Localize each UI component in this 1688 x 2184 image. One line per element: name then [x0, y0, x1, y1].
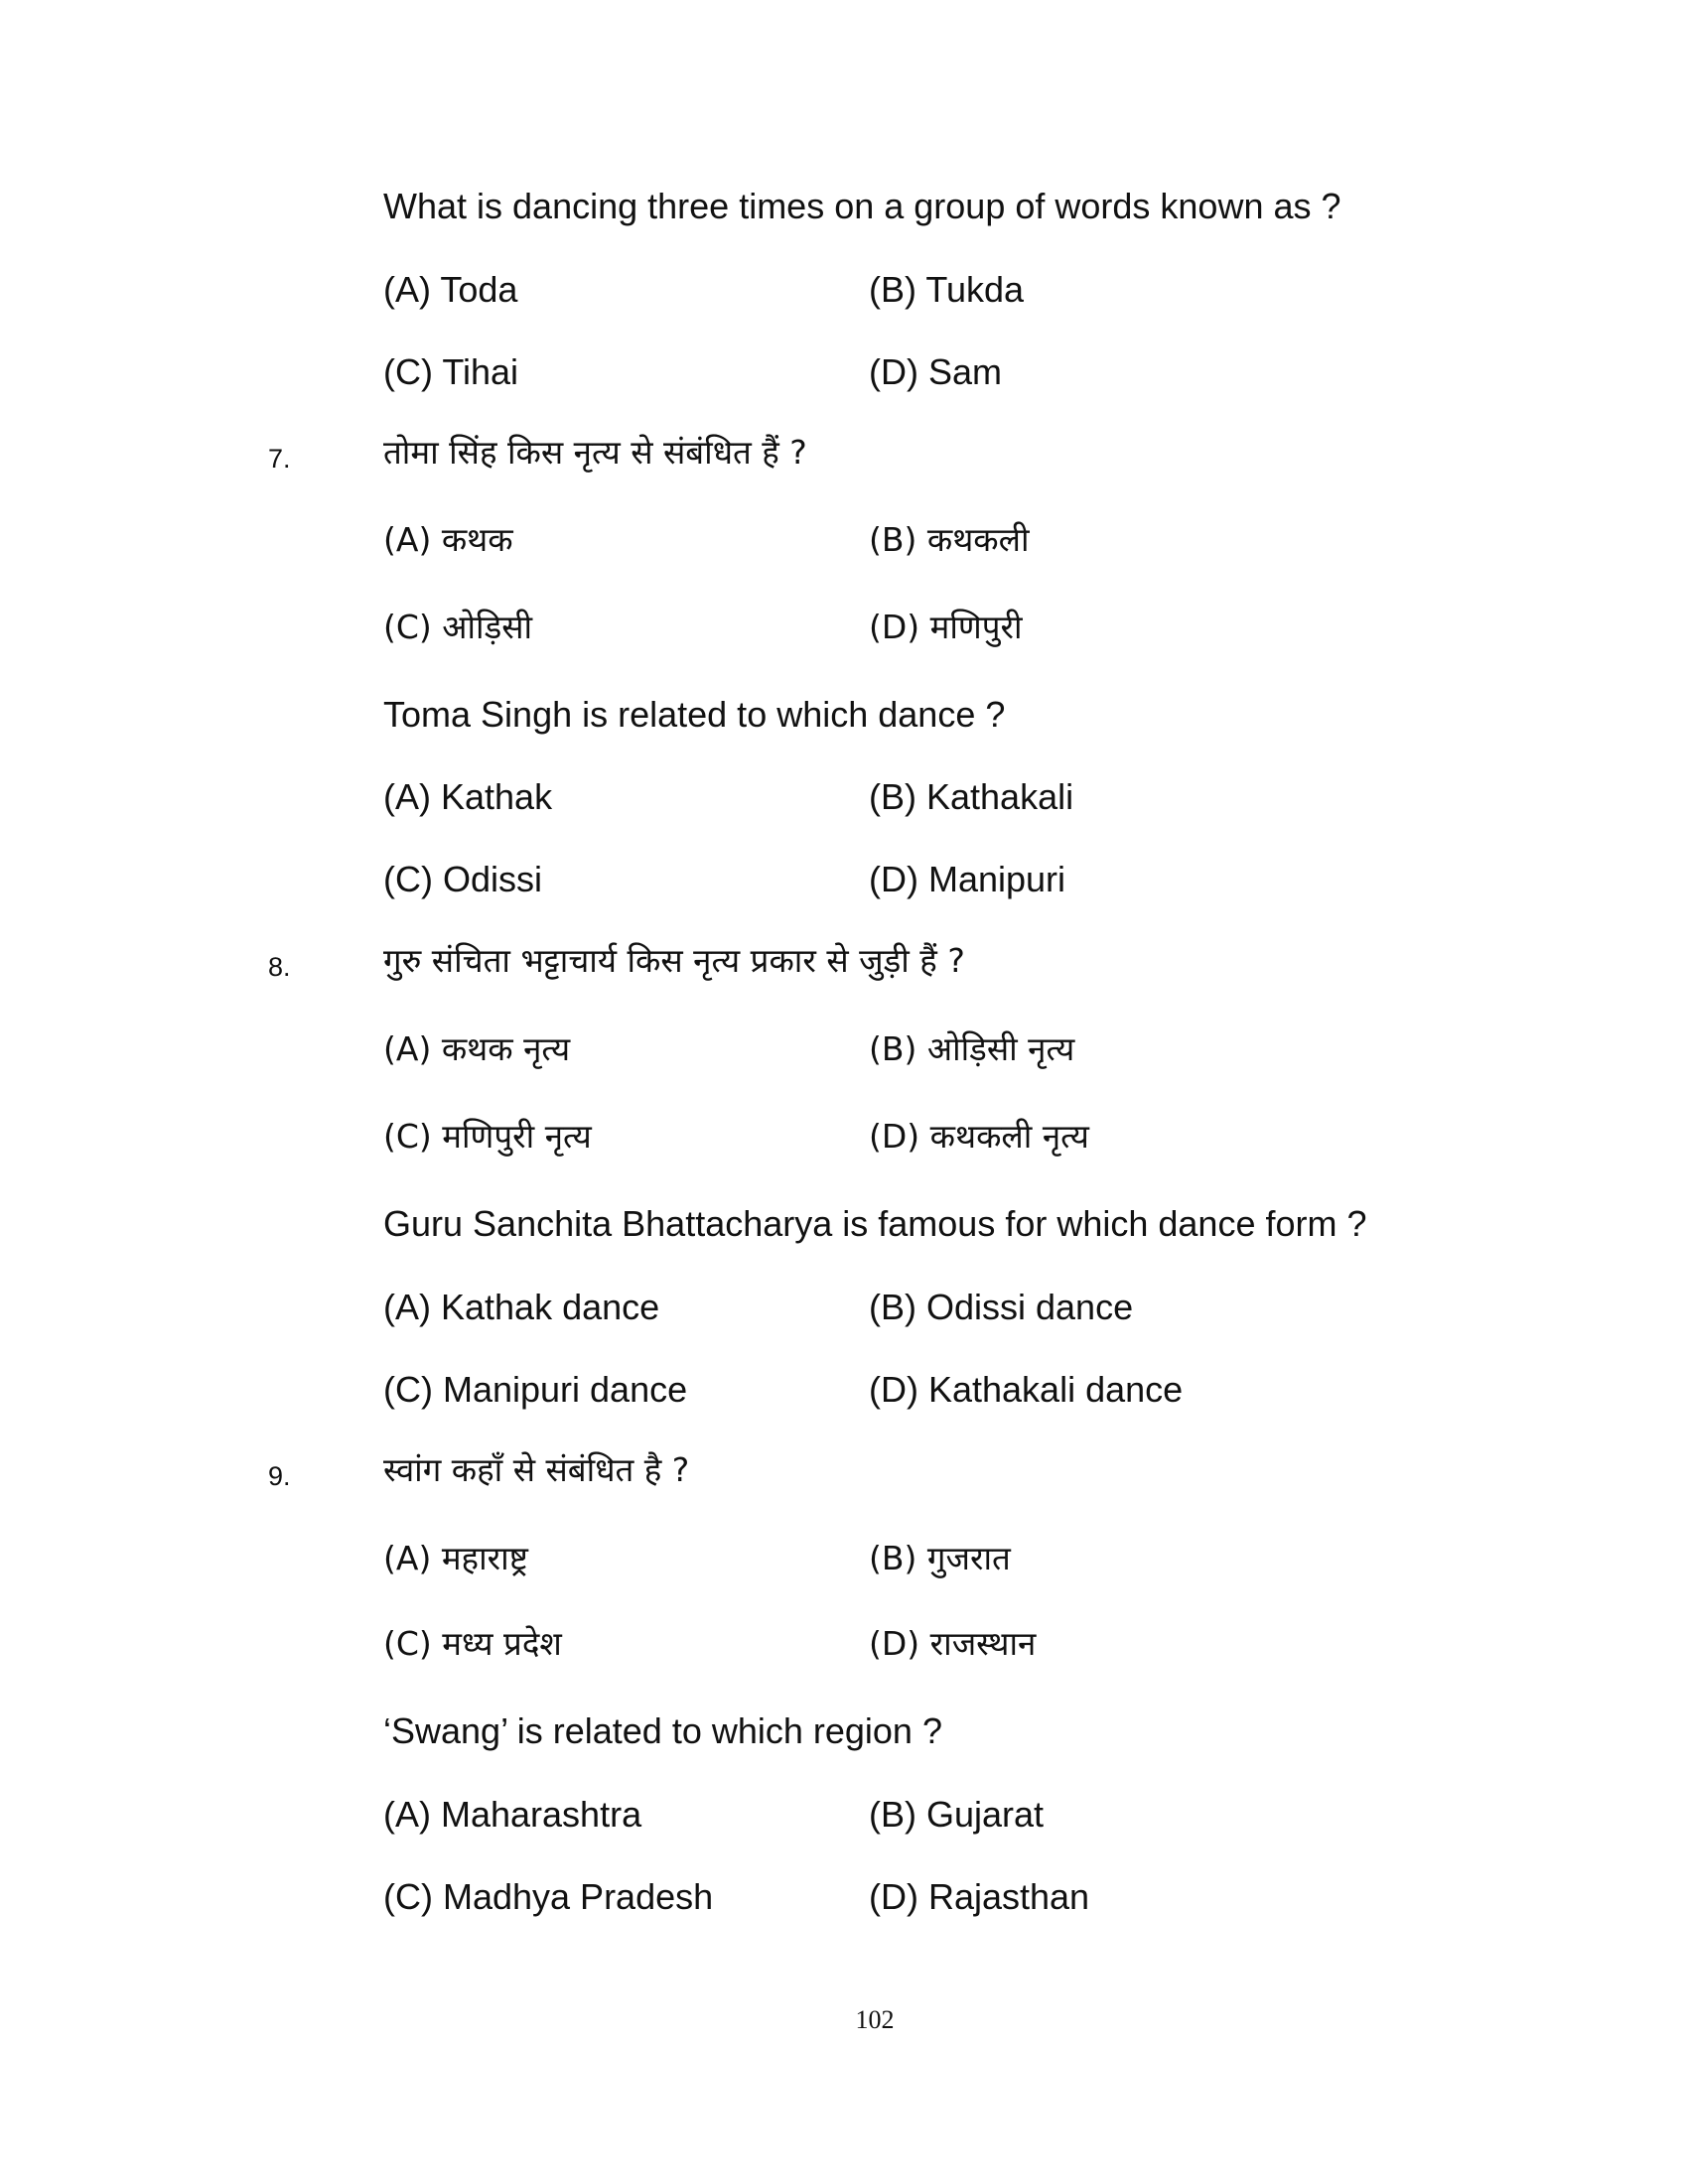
question-7-option-a: (A) Kathak — [383, 776, 553, 817]
question-8-english-text: Guru Sanchita Bhattacharya is famous for which dance form ? — [383, 1203, 1367, 1244]
question-9-option-d: (D) Rajasthan — [869, 1876, 1090, 1917]
question-9-option-a: (A) Maharashtra — [383, 1794, 642, 1835]
question-6-english-text: What is dancing three times on a group of words known as ? — [383, 186, 1341, 226]
question-7-number: 7. — [268, 444, 291, 474]
question-8-hindi-option-c: (C) मणिपुरी नृत्य — [383, 1117, 592, 1156]
question-9-english-text: ‘Swang’ is related to which region ? — [383, 1710, 942, 1751]
question-8-hindi-option-a: (A) कथक नृत्य — [383, 1029, 571, 1068]
question-6-option-b: (B) Tukda — [869, 269, 1025, 310]
question-7-hindi-text: तोमा सिंह किस नृत्य से संबंधित हैं ? — [383, 433, 807, 472]
question-7-option-b: (B) Kathakali — [869, 776, 1074, 817]
question-9-hindi-option-c: (C) मध्य प्रदेश — [383, 1624, 562, 1663]
question-9-hindi-option-b: (B) गुजरात — [869, 1539, 1011, 1577]
question-7-english-text: Toma Singh is related to which dance ? — [383, 694, 1006, 735]
question-8-number: 8. — [268, 952, 291, 982]
question-9-hindi-option-a: (A) महाराष्ट्र — [383, 1539, 528, 1577]
page-number: 102 — [855, 2005, 895, 2034]
question-6-option-d: (D) Sam — [869, 351, 1002, 392]
question-9-number: 9. — [268, 1461, 291, 1491]
question-8-option-a: (A) Kathak dance — [383, 1287, 660, 1327]
question-9-hindi-text: स्वांग कहाँ से संबंधित है ? — [383, 1450, 690, 1489]
question-8-hindi-text: गुरु संचिता भट्टाचार्य किस नृत्य प्रकार से जुड़ी हैं ? — [383, 941, 965, 980]
question-9-hindi-option-d: (D) राजस्थान — [869, 1624, 1037, 1663]
question-6-option-a: (A) Toda — [383, 269, 518, 310]
question-8-hindi-option-d: (D) कथकली नृत्य — [869, 1117, 1089, 1156]
question-7-hindi-option-d: (D) मणिपुरी — [869, 608, 1023, 646]
question-8-hindi-option-b: (B) ओड़िसी नृत्य — [869, 1029, 1075, 1068]
question-8-option-d: (D) Kathakali dance — [869, 1369, 1184, 1410]
question-9-option-c: (C) Madhya Pradesh — [383, 1876, 714, 1917]
question-7-hindi-option-c: (C) ओड़िसी — [383, 608, 533, 646]
question-7-option-d: (D) Manipuri — [869, 859, 1066, 899]
question-9-option-b: (B) Gujarat — [869, 1794, 1045, 1835]
question-8-option-c: (C) Manipuri dance — [383, 1369, 688, 1410]
question-7-hindi-option-a: (A) कथक — [383, 520, 513, 559]
question-6-option-c: (C) Tihai — [383, 351, 519, 392]
question-8-option-b: (B) Odissi dance — [869, 1287, 1134, 1327]
question-7-option-c: (C) Odissi — [383, 859, 542, 899]
question-7-hindi-option-b: (B) कथकली — [869, 520, 1030, 559]
